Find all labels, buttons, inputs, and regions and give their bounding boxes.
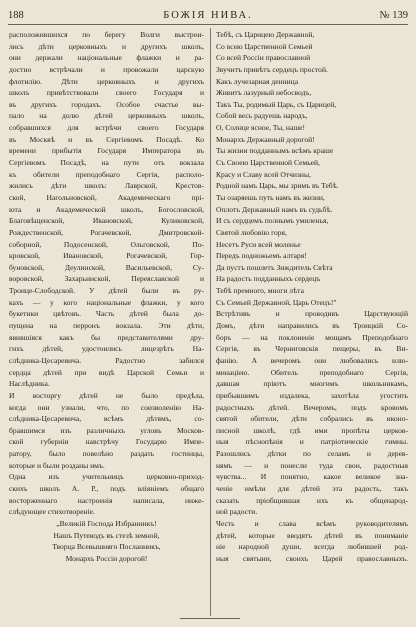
text-line: юта и Академической школъ, Богословской, xyxy=(9,204,204,214)
text-line: Ты жизни подданнымъ всѣмъ краше xyxy=(216,146,334,156)
text-line: Собой весь радуешь народъ, xyxy=(216,111,308,121)
text-line: Монархъ Державный дорогой! xyxy=(216,134,315,144)
text-line: явившіяся какъ бы представителями дру- xyxy=(9,332,204,342)
text-line: соборной, Подосенской, Ольговской, По- xyxy=(9,239,204,249)
text-line: Живитъ лазурный небосводъ, xyxy=(216,88,312,98)
text-line: бравшимся изъ различныхъ угловъ Москов- xyxy=(9,425,204,435)
text-line: въ другихъ городахъ. Особое счастье вы- xyxy=(9,99,204,109)
text-line: ченіе имѣли для дѣтей эта радость, такъ xyxy=(216,483,408,493)
right-column xyxy=(216,29,408,564)
text-line: О, Солнце ясное, Ты, наше! xyxy=(216,123,305,133)
text-line: слѣдника-Цесаревича, всѣмъ дѣтямъ, со- xyxy=(9,414,204,424)
text-line: Оплотъ Державный намъ въ судьбѣ. xyxy=(216,204,333,214)
text-line: Со всей Россіи православной xyxy=(216,53,311,63)
text-line: И восторгу дѣтей не было предѣла, xyxy=(9,390,204,400)
text-line: кровской, Ивановской, Рогачевской, Гор- xyxy=(9,251,204,261)
text-line: ной радости. xyxy=(216,507,258,517)
text-line: слѣдника-Цесаревича. Радостно забился xyxy=(9,355,204,365)
text-line: воровской, Захарьинской, Переяславской и xyxy=(9,274,204,284)
text-line: Монархъ Россіи дорогой! xyxy=(65,553,148,563)
text-line: Сергіевомъ Посадѣ, на пути отъ вокзала xyxy=(9,158,204,168)
text-line: Троице-Слободской. У дѣтей были въ ру- xyxy=(9,286,204,296)
text-line: ныя пѣснопѣнія и патріотическіе гимны. xyxy=(216,437,408,447)
text-line: боръ — на поклоненіе мощамъ Преподобнаго xyxy=(216,332,408,342)
text-line: букетики цвѣтовъ. Часть дѣтей была до- xyxy=(9,309,204,319)
text-line: давшая пріютъ многимъ школьникамъ, xyxy=(216,379,408,389)
text-line: сказать пріобщившая ихъ къ общенарод- xyxy=(216,495,408,505)
text-line: Рождественской, Рогачевской, Дмитровской- xyxy=(9,227,204,237)
text-line: ратору, было повелѣно раздать гостинцы, xyxy=(9,449,204,459)
text-line: Сергія, въ Черниговскія пещеры, въ Ви- xyxy=(216,344,408,354)
text-line: Нашъ Путеводъ въ стезѣ земной, xyxy=(53,530,160,540)
text-line: школъ привѣтствовали своего Государя и xyxy=(9,88,204,98)
text-line: времени прибытія Государя Императора въ xyxy=(9,146,204,156)
text-line: Творца Всевышняго Посланникъ, xyxy=(52,542,161,552)
text-line: которые и были розданы имъ. xyxy=(9,460,105,470)
text-line: собравшихся для встрѣчи своего Государя xyxy=(9,123,204,133)
text-line: когда они узнали, что, по соизволенію На- xyxy=(9,402,204,412)
text-line: Несетъ Руси всей моленье xyxy=(216,239,301,249)
text-line: Наслѣдника. xyxy=(9,379,50,389)
text-line: Встрѣтивъ и проводивъ Царствующій xyxy=(216,309,408,319)
text-line: Со всею Царственной Семьей xyxy=(216,41,313,51)
text-line: Да пустъ пошлетъ Зиждитель Свѣта xyxy=(216,262,333,272)
text-line: Передъ подножьемъ алтаря! xyxy=(216,251,307,261)
text-line: Святой любовію горя, xyxy=(216,227,287,237)
text-line: скихъ школъ А. Р., подъ вліяніемъ общаго xyxy=(9,483,204,493)
text-line: Тебѣ премного, многи лѣта xyxy=(216,286,304,296)
text-line: нямъ — и понесли туда свои, радостныя xyxy=(216,460,408,470)
text-line: ской губерніи навстрѣчу Государю Импе- xyxy=(9,437,204,447)
text-line: жились дѣти школъ: Лаврской, Крестов- xyxy=(9,181,204,191)
text-line: слѣдующее стихотвореніе. xyxy=(9,507,95,517)
text-line: ніе народной души, всегда любившей род- xyxy=(216,542,408,552)
text-line: минаціею. Обитель преподобнаго Сергія, xyxy=(216,367,408,377)
text-line: лись дѣти церковныхъ и другихъ школъ, xyxy=(9,41,204,51)
text-line: Тебѣ, съ Царицею Державной, xyxy=(216,30,315,39)
page-header xyxy=(8,8,408,25)
text-line: ской, Нагольновской, Академическаго прі- xyxy=(9,192,204,202)
text-line: На радость подданныхъ сердецъ xyxy=(216,274,321,284)
footer-rule xyxy=(180,618,240,619)
text-line: достно встрѣчали и провожали царскую xyxy=(9,64,204,74)
issue-number: № 139 xyxy=(379,10,408,21)
text-line: пущена на перронъ вокзала. Эти дѣти, xyxy=(9,321,204,331)
text-line: И съ сердцемъ полнымъ умиленья, xyxy=(216,216,329,226)
journal-title: БОЖІЯ НИВА. xyxy=(163,10,253,21)
text-line: флотилію. Дѣти церковныхъ и другихъ xyxy=(9,76,204,86)
text-line: расположившихся по берегу Волги выстрои- xyxy=(9,30,204,39)
text-line: писной школѣ, гдѣ ими пропѣты церков- xyxy=(216,425,408,435)
page-number: 188 xyxy=(8,10,24,21)
text-line: Домъ, дѣти направились въ Троицкій Со- xyxy=(216,321,408,331)
text-line: чувства... И понятно, какое великое зна- xyxy=(216,472,408,482)
text-line: сердца дѣтей при видѣ Царской Семьи и xyxy=(9,367,204,377)
text-line: радостныхъ дѣтей. Вечеромъ, подъ кровомъ xyxy=(216,402,408,412)
text-line: Такъ Ты, родимый Царь, съ Царицей, xyxy=(216,99,337,109)
column-divider xyxy=(210,28,211,616)
text-line: прибывшимъ издалека, захотѣла угостить xyxy=(216,390,408,400)
text-line: Благовѣщенской, Ивановской, Куликовской, xyxy=(9,216,204,226)
text-line: гихъ дѣтей, удостоились лицезрѣть На- xyxy=(9,344,204,354)
left-column xyxy=(9,29,204,564)
text-line: Ты озаряешь путь намъ въ жизни, xyxy=(216,192,325,202)
text-line: Красу и Славу всей Отчизны, xyxy=(216,169,311,179)
text-line: въ Москвѣ и въ Сергіевомъ Посадѣ. Ко xyxy=(9,134,204,144)
text-line: Честь и слава всѣмъ руководителямъ xyxy=(216,518,408,528)
text-line: Звучитъ привѣтъ сердецъ простой. xyxy=(216,64,328,74)
text-line: Разошлись дѣтки по селамъ и дерев- xyxy=(216,449,408,459)
text-line: восторженнаго настроенія написала, ниже- xyxy=(9,495,204,505)
text-line: къ обители преподобнаго Сергія, располо- xyxy=(9,169,204,179)
text-line: пало на долю дѣтей церковныхъ школъ, xyxy=(9,111,204,121)
text-line: ныя святыни, своихъ Царей православныхъ. xyxy=(216,553,408,563)
text-line: они держали національные флажки и ра- xyxy=(9,53,204,63)
text-line: „Великій Господа Избранникъ! xyxy=(56,518,157,528)
text-line: дѣтей, которые вводятъ дѣтей въ пониманіе xyxy=(216,530,408,540)
text-line: буновской, Деулинской, Васильевской, Су- xyxy=(9,262,204,272)
text-line: Съ Семьей Державной, Царь Отецъ!" xyxy=(216,297,337,307)
text-line: Родной намъ Царь, мы зримъ въ Тебѣ. xyxy=(216,181,339,191)
text-line: святой обители, дѣти собрались въ иконо- xyxy=(216,414,408,424)
text-line: Одна изъ учительницъ церковно-приход- xyxy=(9,472,204,482)
text-line: фанію. А вечеромъ они любовались илю- xyxy=(216,355,408,365)
text-line: кахъ — у кого національные флажки, у кого xyxy=(9,297,204,307)
text-line: Какъ лучезарная денница xyxy=(216,76,299,86)
text-line: Съ Своею Царственной Семьей, xyxy=(216,158,320,168)
